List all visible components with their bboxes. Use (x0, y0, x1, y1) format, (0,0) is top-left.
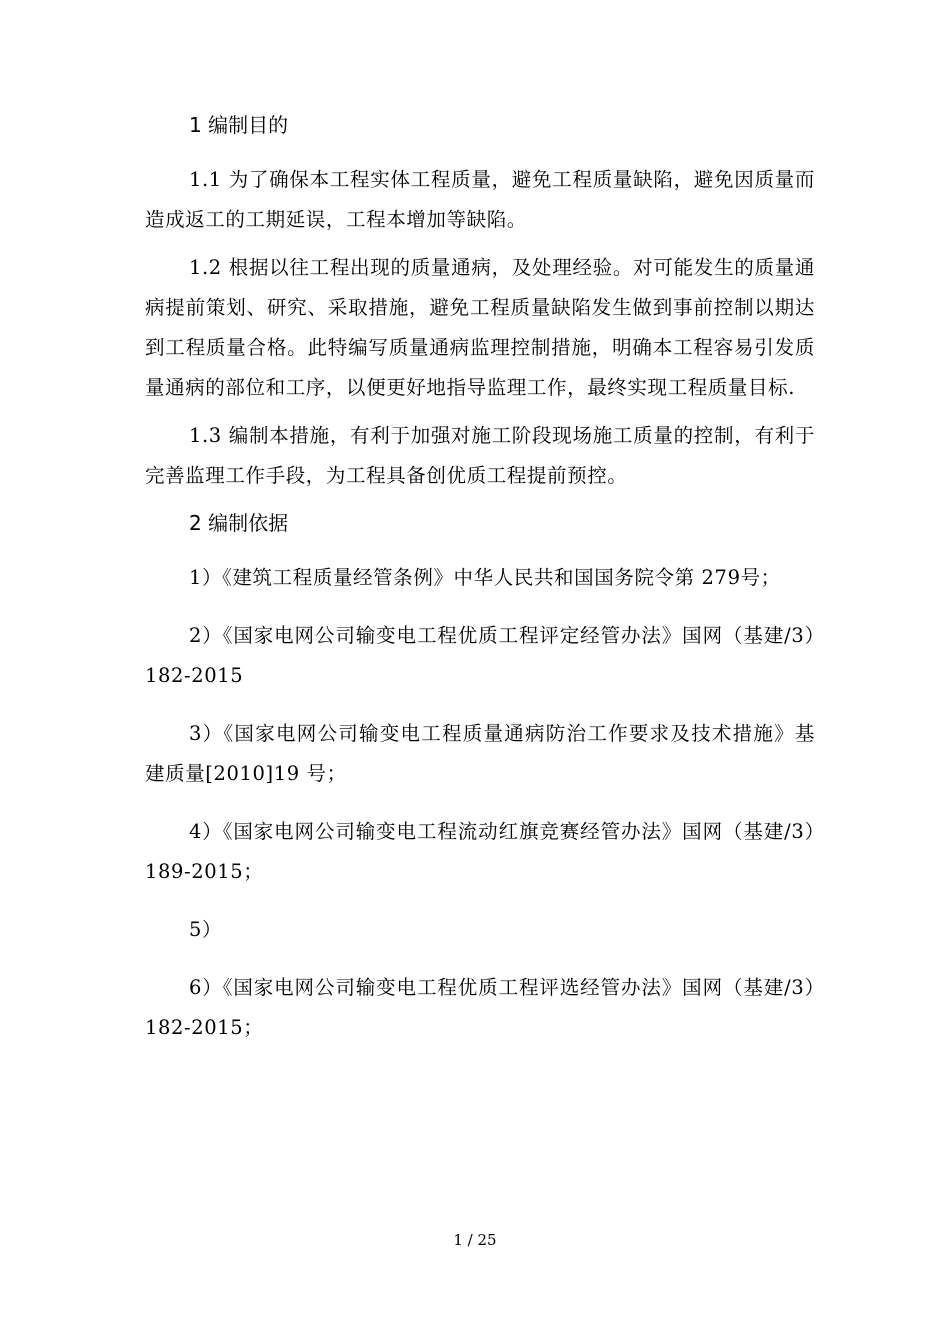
document-body (145, 106, 815, 1066)
paragraph-1-2: 1.2 根据以往工程出现的质量通病，及处理经验。对可能发生的质量通病提前策划、研究、采取措施，避免工程质量缺陷发生做到事前控制以期达到工程质量合格。此特编写质量通病监理控制措施，明确本工程容易引发质量通病的部位和工序，以便更好地指导监理工作，最终实现工程质量目标. (145, 256, 815, 399)
reference-item-6: 6）《国家电网公司输变电工程优质工程评选经管办法》国网（基建/3）182-2015； (145, 976, 815, 1039)
page-number: 1 / 25 (453, 1231, 497, 1249)
reference-item-2: 2）《国家电网公司输变电工程优质工程评定经管办法》国网（基建/3）182-2015 (145, 624, 815, 687)
reference-item-5: 5） (189, 918, 223, 941)
reference-item-1: 1）《建筑工程质量经管条例》中华人民共和国国务院令第 279号； (189, 566, 781, 589)
section-2-heading: 2 编制依据 (189, 511, 289, 535)
reference-item-3: 3）《国家电网公司输变电工程质量通病防治工作要求及技术措施》基建质量[2010]19 号； (145, 722, 815, 785)
reference-item-4: 4）《国家电网公司输变电工程流动红旗竞赛经管办法》国网（基建/3）189-2015； (145, 820, 815, 883)
paragraph-1-3: 1.3 编制本措施，有利于加强对施工阶段现场施工质量的控制，有利于完善监理工作手段，为工程具备创优质工程提前预控。 (145, 424, 815, 487)
section-1-heading: 1 编制目的 (189, 113, 289, 137)
paragraph-1-1: 1.1 为了确保本工程实体工程质量，避免工程质量缺陷，避免因质量而造成返工的工期延误，工程本增加等缺陷。 (145, 168, 815, 231)
